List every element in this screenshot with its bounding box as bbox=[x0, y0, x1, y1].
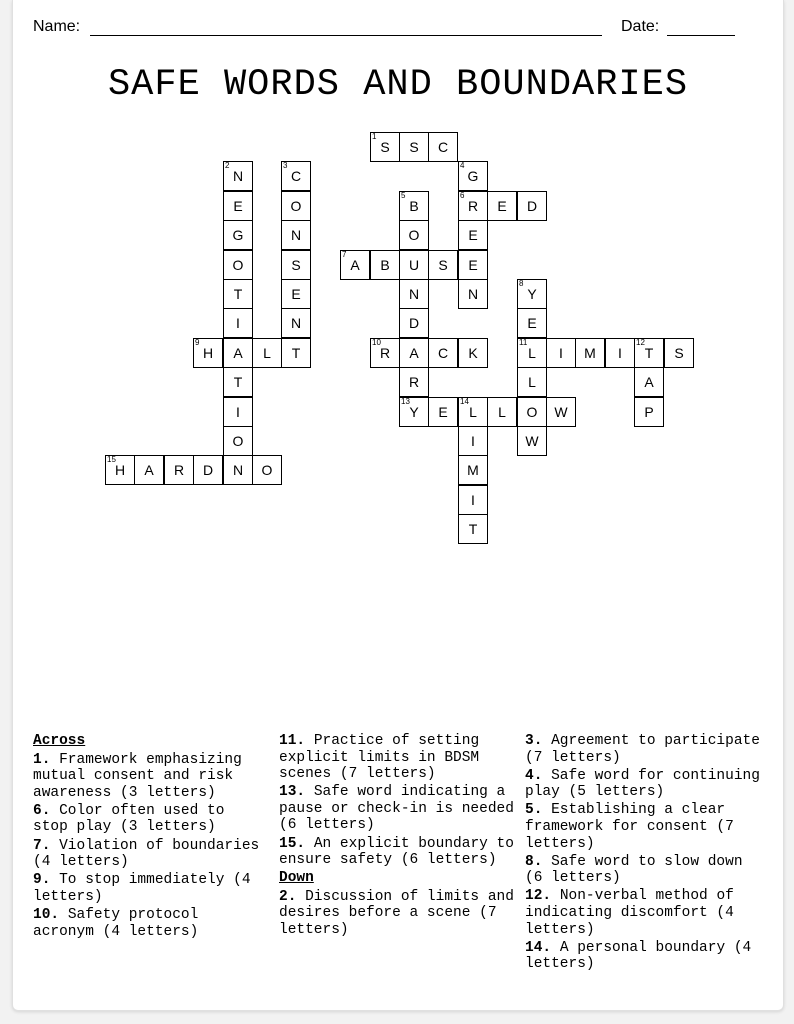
cell-letter: N bbox=[290, 227, 302, 243]
clue-number: 4 bbox=[460, 161, 465, 170]
cell-letter: N bbox=[408, 286, 420, 302]
cell-letter: L bbox=[263, 345, 271, 361]
grid-cell[interactable] bbox=[517, 308, 547, 338]
clue-item bbox=[33, 872, 263, 905]
grid-cell[interactable] bbox=[340, 250, 370, 280]
clue-item bbox=[525, 802, 765, 852]
grid-cell[interactable] bbox=[281, 308, 311, 338]
cell-letter: M bbox=[467, 462, 479, 478]
clue-num: 11. bbox=[279, 733, 306, 749]
grid-cell[interactable] bbox=[105, 455, 135, 485]
grid-cell[interactable] bbox=[428, 397, 458, 427]
clue-num: 14. bbox=[525, 939, 552, 956]
clue-item bbox=[33, 752, 263, 802]
grid-cell[interactable] bbox=[634, 397, 664, 427]
name-line bbox=[90, 35, 602, 36]
grid-cell[interactable] bbox=[223, 161, 253, 191]
grid-cell[interactable] bbox=[458, 397, 488, 427]
cell-letter: E bbox=[527, 315, 537, 331]
cell-letter: E bbox=[497, 198, 507, 214]
cell-letter: A bbox=[409, 345, 419, 361]
cell-letter: M bbox=[584, 345, 596, 361]
clue-item bbox=[525, 768, 765, 801]
cell-letter: E bbox=[468, 227, 478, 243]
cell-letter: C bbox=[437, 345, 449, 361]
clue-number: 14 bbox=[460, 397, 469, 406]
grid-cell[interactable] bbox=[605, 338, 635, 368]
grid-cell[interactable] bbox=[458, 161, 488, 191]
clue-text: Safety protocol acronym (4 letters) bbox=[33, 906, 199, 940]
grid-cell[interactable] bbox=[134, 455, 164, 485]
grid-cell[interactable] bbox=[223, 279, 253, 309]
clue-item bbox=[279, 836, 519, 869]
cell-letter: A bbox=[144, 462, 154, 478]
clue-number: 5 bbox=[401, 191, 406, 200]
cell-letter: L bbox=[469, 404, 477, 420]
clue-number: 12 bbox=[636, 338, 645, 347]
clue-text: Non-verbal method of indicating discomfort (4 letters) bbox=[525, 888, 734, 938]
grid-cell[interactable] bbox=[370, 338, 400, 368]
grid-cell[interactable] bbox=[281, 191, 311, 221]
grid-cell[interactable] bbox=[399, 338, 429, 368]
cell-letter: I bbox=[236, 404, 240, 420]
grid-cell[interactable] bbox=[223, 191, 253, 221]
grid-cell[interactable] bbox=[428, 132, 458, 162]
clue-text: An explicit boundary to ensure safety (6 letters) bbox=[279, 835, 514, 869]
cell-letter: N bbox=[467, 286, 479, 302]
cell-letter: T bbox=[468, 521, 478, 537]
clue-number: 7 bbox=[342, 250, 347, 259]
clue-text: Color often used to stop play (3 letters) bbox=[33, 802, 225, 836]
grid-cell[interactable] bbox=[634, 338, 664, 368]
cell-letter: I bbox=[559, 345, 563, 361]
cell-letter: I bbox=[471, 492, 475, 508]
cell-letter: C bbox=[290, 168, 302, 184]
grid-cell[interactable] bbox=[281, 220, 311, 250]
cell-letter: C bbox=[437, 139, 449, 155]
cell-letter: N bbox=[232, 462, 244, 478]
grid-cell[interactable] bbox=[458, 220, 488, 250]
grid-cell[interactable] bbox=[458, 485, 488, 515]
cell-letter: B bbox=[380, 257, 390, 273]
grid-cell[interactable] bbox=[164, 455, 194, 485]
worksheet bbox=[12, 0, 784, 1011]
cell-letter: Y bbox=[409, 404, 419, 420]
grid-cell[interactable] bbox=[517, 397, 547, 427]
grid-cell[interactable] bbox=[546, 397, 576, 427]
cell-letter: R bbox=[379, 345, 391, 361]
cell-letter: R bbox=[408, 374, 420, 390]
grid-cell[interactable] bbox=[223, 250, 253, 280]
cell-letter: N bbox=[290, 315, 302, 331]
grid-cell[interactable] bbox=[223, 455, 253, 485]
clue-number: 11 bbox=[519, 338, 528, 347]
grid-cell[interactable] bbox=[281, 338, 311, 368]
grid-cell[interactable] bbox=[458, 279, 488, 309]
grid-cell[interactable] bbox=[370, 250, 400, 280]
grid-cell[interactable] bbox=[664, 338, 694, 368]
cell-letter: S bbox=[438, 257, 448, 273]
grid-cell[interactable] bbox=[517, 426, 547, 456]
clue-column-2 bbox=[279, 733, 519, 940]
clue-text: To stop immediately (4 letters) bbox=[33, 872, 251, 905]
grid-cell[interactable] bbox=[399, 132, 429, 162]
cell-letter: D bbox=[526, 198, 538, 214]
cell-letter: E bbox=[233, 198, 243, 214]
clue-num: 6. bbox=[33, 802, 51, 819]
grid-cell[interactable] bbox=[487, 191, 517, 221]
grid-cell[interactable] bbox=[428, 338, 458, 368]
clue-number: 9 bbox=[195, 338, 200, 347]
worksheet-header bbox=[33, 18, 747, 40]
clue-text: Framework emphasizing mutual consent and risk awareness (3 letters) bbox=[33, 751, 242, 801]
clue-num: 9. bbox=[33, 872, 51, 889]
cell-letter: W bbox=[525, 433, 539, 449]
cell-letter: D bbox=[408, 315, 420, 331]
clue-text: Practice of setting explicit limits in BDSM scenes (7 letters) bbox=[279, 733, 480, 783]
clue-num: 3. bbox=[525, 733, 543, 749]
cell-letter: T bbox=[233, 374, 243, 390]
grid-cell[interactable] bbox=[399, 191, 429, 221]
cell-letter: O bbox=[526, 404, 538, 420]
clue-text: Agreement to participate (7 letters) bbox=[525, 733, 760, 766]
clue-num: 12. bbox=[525, 888, 552, 905]
cell-letter: P bbox=[644, 404, 654, 420]
clue-text: Safe word to slow down (6 letters) bbox=[525, 853, 743, 887]
clue-text: A personal boundary (4 letters) bbox=[525, 939, 752, 973]
cell-letter: S bbox=[380, 139, 390, 155]
clue-num: 4. bbox=[525, 767, 543, 784]
clue-item bbox=[33, 803, 263, 836]
grid-cell[interactable] bbox=[517, 367, 547, 397]
clue-number: 13 bbox=[401, 397, 410, 406]
name-label: Name: bbox=[33, 18, 81, 35]
grid-cell[interactable] bbox=[193, 338, 223, 368]
date-label: Date: bbox=[621, 18, 660, 35]
grid-cell[interactable] bbox=[458, 191, 488, 221]
cell-letter: E bbox=[468, 257, 478, 273]
clue-item bbox=[525, 940, 765, 973]
cell-letter: S bbox=[674, 345, 684, 361]
grid-cell[interactable] bbox=[252, 455, 282, 485]
cell-letter: T bbox=[644, 345, 654, 361]
grid-cell[interactable] bbox=[399, 220, 429, 250]
cell-letter: T bbox=[233, 286, 243, 302]
cell-letter: O bbox=[408, 227, 420, 243]
clue-num: 13. bbox=[279, 784, 306, 801]
cell-letter: U bbox=[408, 257, 420, 273]
cell-letter: I bbox=[236, 315, 240, 331]
grid-cell[interactable] bbox=[399, 250, 429, 280]
cell-letter: I bbox=[618, 345, 622, 361]
cell-letter: H bbox=[114, 462, 126, 478]
cell-letter: E bbox=[438, 404, 448, 420]
cell-letter: A bbox=[350, 257, 360, 273]
clue-number: 10 bbox=[372, 338, 381, 347]
clue-num: 15. bbox=[279, 835, 306, 852]
grid-cell[interactable] bbox=[458, 250, 488, 280]
grid-cell[interactable] bbox=[428, 250, 458, 280]
clue-number: 6 bbox=[460, 191, 465, 200]
grid-cell[interactable] bbox=[252, 338, 282, 368]
cell-letter: S bbox=[409, 139, 419, 155]
date-line bbox=[667, 35, 735, 36]
clue-item bbox=[33, 838, 263, 871]
clue-item bbox=[525, 888, 765, 938]
cell-letter: W bbox=[554, 404, 568, 420]
grid-cell[interactable] bbox=[458, 426, 488, 456]
clue-item bbox=[279, 889, 519, 939]
cell-letter: G bbox=[467, 168, 479, 184]
grid-cell[interactable] bbox=[281, 279, 311, 309]
cell-letter: G bbox=[232, 227, 244, 243]
cell-letter: A bbox=[644, 374, 654, 390]
grid-cell[interactable] bbox=[575, 338, 605, 368]
clue-item bbox=[33, 907, 263, 940]
cell-letter: L bbox=[528, 345, 536, 361]
cell-letter: D bbox=[202, 462, 214, 478]
grid-cell[interactable] bbox=[281, 161, 311, 191]
grid-cell[interactable] bbox=[399, 367, 429, 397]
cell-letter: O bbox=[290, 198, 302, 214]
clue-item bbox=[279, 733, 519, 783]
clue-num: 7. bbox=[33, 837, 51, 854]
grid-cell[interactable] bbox=[458, 455, 488, 485]
clue-number: 1 bbox=[372, 132, 377, 141]
grid-cell[interactable] bbox=[223, 426, 253, 456]
grid-cell[interactable] bbox=[223, 367, 253, 397]
clue-number: 2 bbox=[225, 161, 230, 170]
clue-item bbox=[525, 733, 765, 766]
clue-heading: Across bbox=[33, 733, 86, 749]
grid-cell[interactable] bbox=[193, 455, 223, 485]
grid-cell[interactable] bbox=[223, 338, 253, 368]
cell-letter: H bbox=[202, 345, 214, 361]
cell-letter: S bbox=[291, 257, 301, 273]
clue-number: 8 bbox=[519, 279, 524, 288]
cell-letter: K bbox=[468, 345, 478, 361]
grid-cell[interactable] bbox=[517, 279, 547, 309]
cell-letter: O bbox=[232, 433, 244, 449]
clue-number: 3 bbox=[283, 161, 288, 170]
cell-letter: O bbox=[232, 257, 244, 273]
grid-cell[interactable] bbox=[281, 250, 311, 280]
cell-letter: L bbox=[498, 404, 506, 420]
grid-cell[interactable] bbox=[370, 132, 400, 162]
page-title: SAFE WORDS AND BOUNDARIES bbox=[107, 64, 689, 106]
grid-cell[interactable] bbox=[399, 397, 429, 427]
clue-column-3 bbox=[525, 733, 765, 974]
cell-letter: Y bbox=[527, 286, 537, 302]
clue-num: 1. bbox=[33, 751, 51, 768]
grid-cell[interactable] bbox=[458, 338, 488, 368]
cell-letter: O bbox=[261, 462, 273, 478]
clue-text: Safe word for continuing play (5 letters) bbox=[525, 767, 760, 801]
clue-text: Discussion of limits and desires before a scene (7 letters) bbox=[279, 888, 514, 939]
grid-cell[interactable] bbox=[517, 191, 547, 221]
grid-cell[interactable] bbox=[399, 308, 429, 338]
clue-num: 10. bbox=[33, 906, 60, 923]
cell-letter: L bbox=[528, 374, 536, 390]
grid-cell[interactable] bbox=[487, 397, 517, 427]
clue-num: 5. bbox=[525, 802, 543, 819]
clue-column-1 bbox=[33, 733, 263, 942]
cell-letter: R bbox=[173, 462, 185, 478]
grid-cell[interactable] bbox=[223, 220, 253, 250]
grid-cell[interactable] bbox=[517, 338, 547, 368]
clue-item bbox=[525, 854, 765, 887]
clue-num: 8. bbox=[525, 853, 543, 870]
grid-cell[interactable] bbox=[223, 397, 253, 427]
cell-letter: B bbox=[409, 198, 419, 214]
cell-letter: N bbox=[232, 168, 244, 184]
cell-letter: A bbox=[233, 345, 243, 361]
clue-text: Violation of boundaries (4 letters) bbox=[33, 837, 260, 871]
clue-text: Establishing a clear framework for consent (7 letters) bbox=[525, 802, 734, 852]
clue-number: 15 bbox=[107, 455, 116, 464]
grid-cell[interactable] bbox=[458, 514, 488, 544]
grid-cell[interactable] bbox=[223, 308, 253, 338]
clue-text: Safe word indicating a pause or check-in is needed (6 letters) bbox=[279, 784, 514, 834]
clue-heading: Down bbox=[279, 870, 314, 887]
cell-letter: E bbox=[291, 286, 301, 302]
cell-letter: I bbox=[471, 433, 475, 449]
grid-cell[interactable] bbox=[399, 279, 429, 309]
clue-item bbox=[279, 784, 519, 834]
cell-letter: T bbox=[291, 345, 301, 361]
grid-cell[interactable] bbox=[634, 367, 664, 397]
clue-num: 2. bbox=[279, 888, 297, 905]
grid-cell[interactable] bbox=[546, 338, 576, 368]
cell-letter: R bbox=[467, 198, 479, 214]
